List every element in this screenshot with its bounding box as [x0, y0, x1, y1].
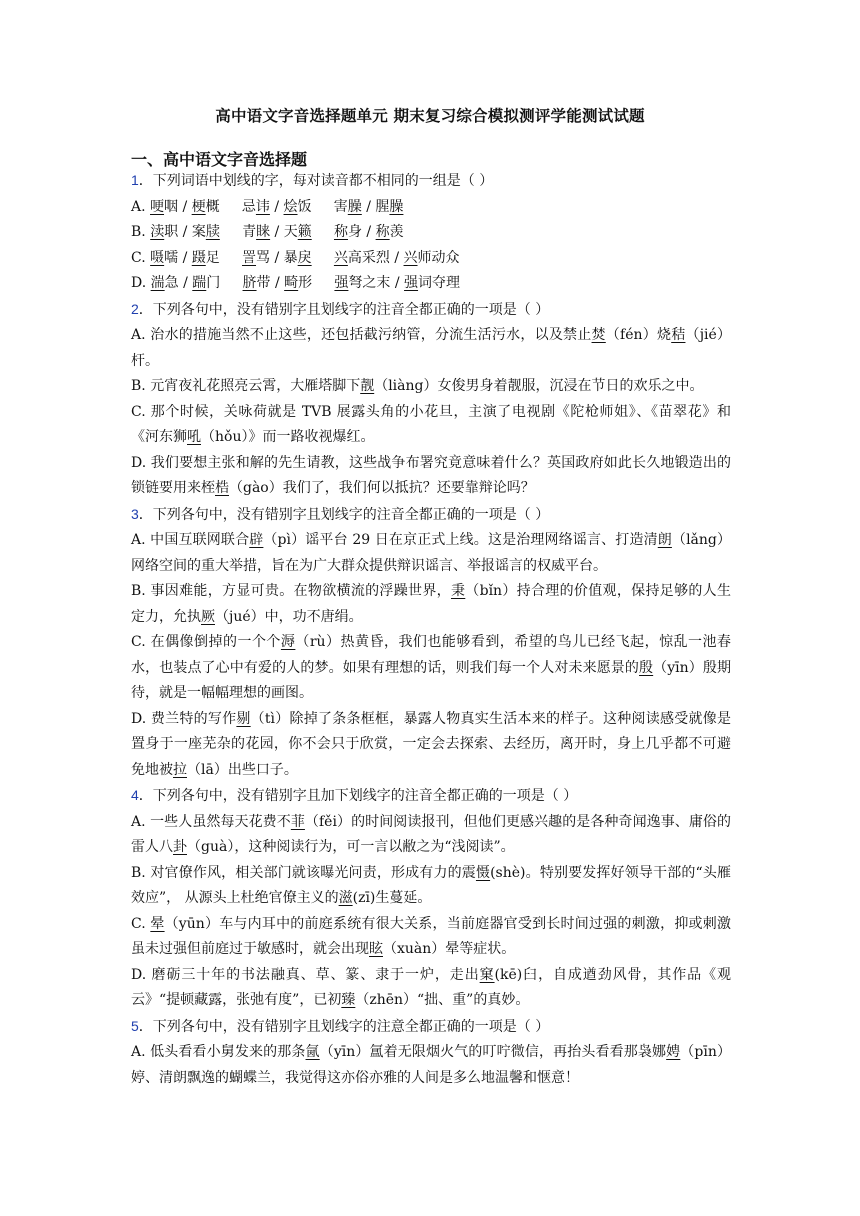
- underlined-character: 秉: [450, 583, 466, 599]
- option-text: 身 /: [347, 224, 376, 240]
- option-text: / 天: [270, 224, 298, 240]
- answer-option: [131, 861, 731, 912]
- option-label: B.: [131, 224, 151, 240]
- underlined-character: 辟: [249, 532, 264, 548]
- option-text: [312, 224, 334, 240]
- option-text: （lā）出些口子。: [187, 761, 298, 778]
- answer-option: [131, 630, 731, 707]
- option-text: 师动众: [417, 249, 460, 266]
- option-text: （hǒu）》而一路收视爆红。: [201, 429, 375, 445]
- underlined-character: 梗: [191, 198, 206, 215]
- option-text: /: [269, 198, 284, 215]
- answer-option: [131, 323, 731, 374]
- answer-option: [131, 195, 731, 221]
- underlined-character: 畸: [284, 275, 299, 291]
- underlined-character: 卦: [173, 839, 187, 855]
- question-text: ．下列各句中，没有错别字且划线字的注音全都正确的一项是（ ）: [138, 506, 550, 523]
- answer-option: [131, 707, 731, 784]
- question-number: 2: [131, 300, 139, 317]
- answer-option: [131, 451, 731, 502]
- underlined-character: 厥: [201, 608, 215, 625]
- question-number: 3: [131, 505, 139, 522]
- underlined-character: 氤: [305, 1044, 320, 1060]
- option-label: A.: [131, 327, 151, 343]
- option-label: A.: [131, 198, 151, 215]
- underlined-character: 嗫: [150, 249, 165, 266]
- option-text: 饭 害: [297, 198, 348, 215]
- option-text: 嚅 /: [164, 249, 192, 266]
- underlined-character: 蹑: [191, 249, 206, 266]
- answer-option: [131, 374, 731, 400]
- underlined-character: 梏: [215, 480, 229, 496]
- option-text: 在偶像倒掉的一个个: [150, 634, 281, 650]
- option-label: A.: [131, 813, 151, 830]
- underlined-character: 靓: [360, 378, 375, 394]
- underlined-character: 讳: [255, 198, 270, 215]
- option-text: （jué）中，功不唐绢。: [215, 608, 363, 625]
- option-text: / 腥: [361, 198, 390, 215]
- underlined-character: 拉: [173, 761, 187, 778]
- option-label: C.: [131, 249, 151, 266]
- underlined-character: 窠: [479, 966, 495, 983]
- question-number: 4: [131, 787, 139, 803]
- underlined-character: 兴: [403, 249, 418, 266]
- underlined-character: 湍: [150, 275, 165, 291]
- option-label: D.: [131, 275, 151, 291]
- option-text: 低头看看小舅发来的那条: [150, 1044, 306, 1060]
- option-text: （yīn）殷期待，就是一幅幅理想的画图。: [131, 659, 732, 701]
- question-number: 5: [131, 1017, 139, 1034]
- option-text: （guà），这种阅读行为，可一言以敝之为“浅阅读”。: [187, 839, 515, 855]
- option-label: D.: [131, 454, 151, 471]
- option-text: （pīn）婷、清朗飘逸的蝴蝶兰，我觉得这亦俗亦雅的人间是多么地温馨和惬意！: [131, 1044, 732, 1086]
- underlined-character: 渎: [150, 224, 165, 240]
- option-label: C.: [131, 915, 151, 932]
- option-text: （liàng）女俊男身着靓服，沉浸在节日的欢乐之中。: [374, 378, 704, 394]
- option-text: 治水的措施当然不止这些，还包括截污纳管，分流生活污水，以及禁止: [150, 327, 592, 343]
- option-text: 我们要想主张和解的先生请教，这些战争布署究竟意味着什么？英国政府如此长久地锻造出的锁链要用来桎: [131, 454, 731, 496]
- option-text: （yūn）车与内耳中的前庭系统有很大关系，当前庭器官受到长时间过强的刺激，抑或刺激虽未过强但前庭过于敏感时，就会出现: [131, 915, 731, 957]
- option-text: 事因难能，方显可贵。在物欲横流的浮躁世界，: [150, 583, 451, 599]
- option-text: 门: [206, 275, 243, 291]
- underlined-character: 焚: [591, 327, 606, 343]
- option-text: (kē)臼，自成遒劲风骨，其作品《观云》“提顿藏露，张弛有度”，已初: [131, 966, 732, 1008]
- option-text: （fén）烧: [605, 327, 672, 343]
- underlined-character: 滋: [338, 890, 353, 906]
- answer-option: [131, 579, 731, 630]
- option-text: 咽 /: [164, 198, 192, 215]
- option-text: 急 /: [164, 275, 193, 291]
- option-text: （tì）除掉了条条框框，暴露人物真实生活本来的样子。这种阅读感受就像是置身于一座芜杂的花园，你不会只于欣赏，一定会去探索、去经历，离开时，身上几乎都不可避免地被: [131, 710, 731, 778]
- underlined-character: 臊: [347, 198, 362, 215]
- section-heading: 一、高中语文字音选择题: [131, 150, 308, 169]
- question-text: ．下列各句中，没有错别字且划线字的注音全都正确的一项是（ ）: [138, 301, 550, 318]
- underlined-character: 兴: [333, 249, 348, 266]
- option-text: 元宵夜礼花照亮云霄，大雁塔脚下: [150, 378, 361, 394]
- option-text: 对官僚作风，相关部门就该曝光问责，形成有力的震: [150, 864, 476, 881]
- underlined-character: 秸: [671, 327, 686, 343]
- option-text: 羡: [389, 224, 404, 240]
- underlined-character: 晕: [150, 915, 165, 932]
- answer-option: [131, 963, 731, 1014]
- answer-option: [131, 1040, 731, 1091]
- answer-option: [131, 246, 731, 272]
- question-text: ．下列各句中，没有错别字且加下划线字的注音全都正确的一项是（ ）: [138, 788, 578, 804]
- option-label: A.: [131, 532, 151, 548]
- option-text: 足: [205, 249, 243, 266]
- underlined-character: 牍: [205, 224, 220, 240]
- option-text: (shè)。特别要发挥好领导干部的“头雁效应”， 从源头上杜绝官僚主义的: [131, 864, 731, 906]
- answer-option: [131, 400, 731, 451]
- underlined-character: 踹: [192, 275, 207, 291]
- option-text: 一些人虽然每天花费不: [150, 813, 291, 830]
- option-text: [312, 250, 334, 266]
- option-text: （lǎng）网络空间的重大举措，旨在为广大群众提供辩识谣言、举报谣言的权威平台。: [131, 532, 732, 574]
- underlined-character: 强: [334, 275, 349, 291]
- underlined-character: 强: [404, 275, 419, 291]
- option-text: 青: [219, 224, 257, 240]
- option-text: (zī)生蔓延。: [352, 890, 432, 906]
- option-text: （pì）谣平台 29 日在京正式上线。这是治理网络谣言、打造清: [263, 532, 658, 548]
- question-stem: [131, 1014, 731, 1041]
- option-text: 弩之末 /: [348, 275, 405, 291]
- document-title: 高中语文字音选择题单元 期末复习综合模拟测评学能测试试题: [215, 107, 645, 125]
- option-text: 骂 / 暴: [256, 249, 298, 266]
- underlined-character: 臊: [389, 198, 404, 215]
- option-text: （zhēn）“拙、重”的真妙。: [355, 992, 530, 1008]
- option-label: D.: [131, 710, 151, 727]
- underlined-character: 眩: [369, 941, 383, 957]
- option-text: 磨砺三十年的书法融真、草、篆、隶于一炉，走出: [151, 966, 480, 983]
- question-list: [131, 168, 731, 1091]
- option-text: 那个时候，关咏荷就是 TVB 展露头角的小花旦，主演了电视剧《陀枪师姐》、《苗翠花》和《河东狮: [131, 403, 731, 445]
- underlined-character: 戾: [297, 249, 312, 266]
- underlined-character: 称: [333, 224, 348, 240]
- question-stem: [131, 783, 731, 810]
- option-label: D.: [131, 966, 152, 983]
- option-label: B.: [131, 378, 151, 394]
- option-text: 形: [298, 275, 335, 291]
- option-text: 概 忌: [205, 198, 256, 215]
- question-stem: [131, 502, 731, 529]
- option-text: （fěi）的时间阅读报刊，但他们更感兴趣的是各种奇闻逸事、庸俗的雷人八: [131, 813, 732, 855]
- question-stem: [131, 168, 731, 195]
- option-text: 费兰特的写作: [150, 710, 237, 727]
- underlined-character: 溽: [280, 634, 296, 650]
- option-text: （xuàn）晕等症状。: [383, 941, 516, 957]
- option-text: 高采烈 /: [347, 249, 404, 266]
- option-label: B.: [131, 583, 151, 599]
- option-text: 带 /: [256, 275, 285, 291]
- option-text: （gào）我们了，我们何以抵抗？还要靠辩论吗？: [229, 480, 535, 496]
- option-text: 词夺理: [418, 275, 461, 291]
- answer-option: [131, 810, 731, 861]
- underlined-character: 剔: [236, 710, 251, 727]
- question-text: ．下列各句中，没有错别字且划线字的注意全都正确的一项是（ ）: [138, 1018, 550, 1035]
- option-label: C.: [131, 403, 151, 420]
- underlined-character: 朗: [657, 532, 672, 548]
- option-label: C.: [131, 634, 151, 650]
- answer-option: [131, 220, 731, 246]
- question-number: 1: [131, 172, 139, 188]
- underlined-character: 睐: [256, 224, 271, 240]
- option-text: 中国互联网联合: [150, 532, 250, 548]
- underlined-character: 吼: [187, 429, 201, 445]
- answer-option: [131, 528, 731, 579]
- option-text: （jié）杆。: [131, 327, 732, 369]
- option-label: B.: [131, 864, 151, 881]
- underlined-character: 詈: [242, 249, 257, 266]
- option-text: （rù）热黄昏，我们也能够看到，希望的鸟儿已经飞起，惊乱一池春水，也装点了心中有爱的人的梦。如果有理想的话，则我们每一个人对未来愿景的: [131, 634, 731, 676]
- underlined-character: 臻: [341, 992, 356, 1008]
- underlined-character: 娉: [666, 1044, 681, 1060]
- underlined-character: 慑: [475, 864, 491, 881]
- underlined-character: 脐: [242, 275, 257, 291]
- option-text: 职 / 案: [164, 224, 206, 240]
- option-text: （yīn）氲着无限烟火气的叮咛微信，再抬头看看那袅娜: [319, 1044, 667, 1060]
- question-text: ．下列词语中划线的字，每对读音都不相同的一组是（ ）: [138, 173, 494, 189]
- underlined-character: 哽: [150, 198, 165, 215]
- underlined-character: 殷: [639, 659, 654, 676]
- underlined-character: 称: [375, 224, 390, 240]
- option-label: A.: [131, 1044, 151, 1060]
- question-stem: [131, 297, 731, 324]
- underlined-character: 籁: [297, 224, 312, 240]
- answer-option: [131, 912, 731, 963]
- underlined-character: 菲: [290, 813, 305, 830]
- underlined-character: 烩: [283, 198, 298, 215]
- option-text: （bǐn）持合理的价值观，保持足够的人生定力，允执: [131, 583, 731, 625]
- answer-option: [131, 271, 731, 297]
